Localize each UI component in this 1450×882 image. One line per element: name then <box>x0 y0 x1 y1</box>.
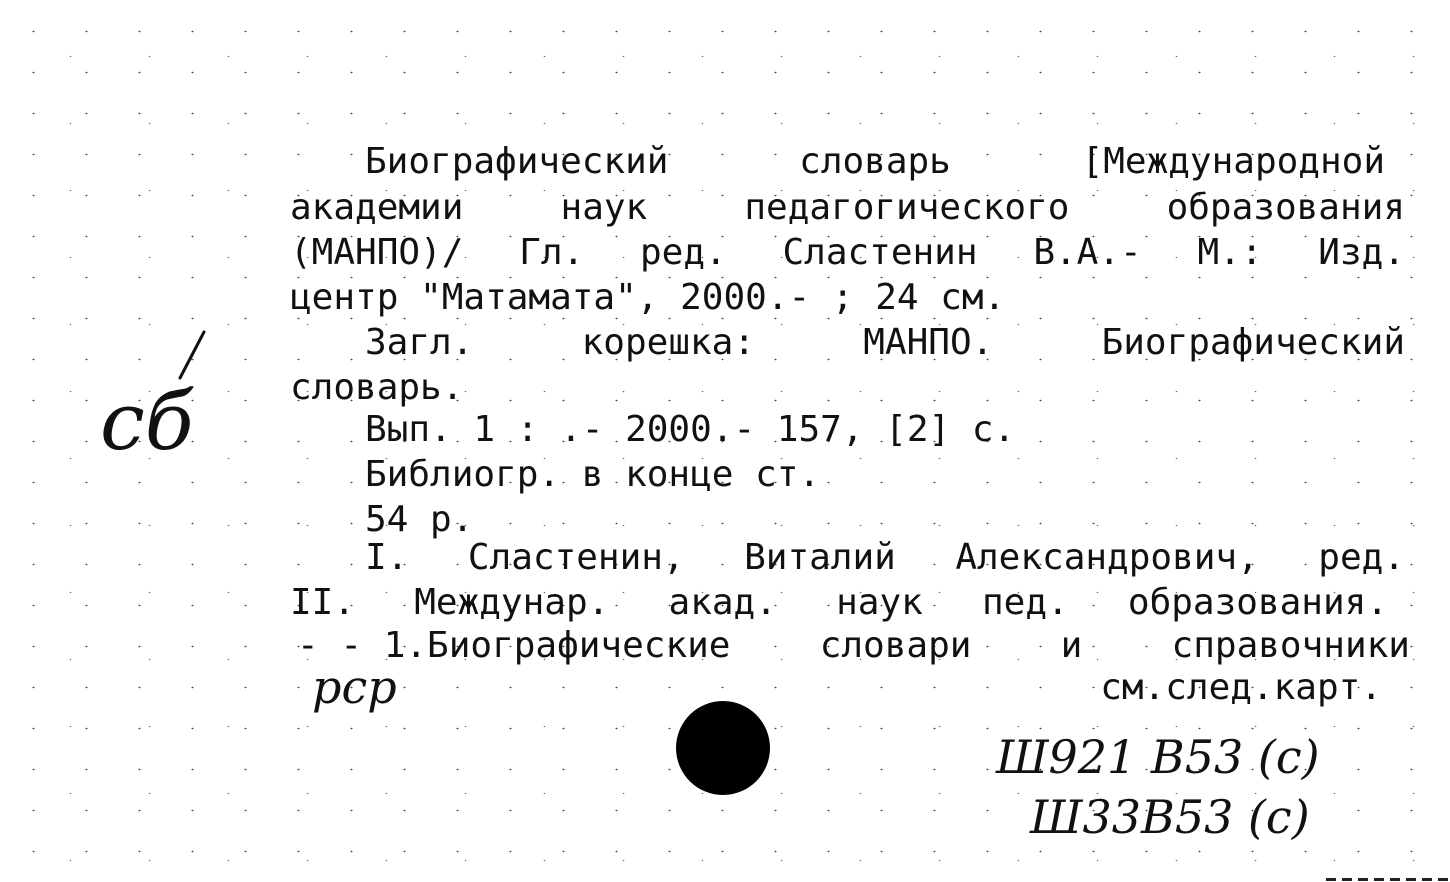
issue-line: Вып. 1 : .- 2000.- 157, [2] с. <box>365 409 1016 450</box>
word: (МАНПО)/ <box>290 232 464 273</box>
word: Биографический <box>1101 322 1405 363</box>
word: Загл. <box>365 322 474 363</box>
title-entry-line-2 <box>290 187 1405 228</box>
spine-title-line-2: словарь. <box>290 367 464 408</box>
word: педагогического <box>744 187 1070 228</box>
card-edge-artifact <box>1326 878 1450 881</box>
spine-title-line-1 <box>365 322 1405 363</box>
title-entry-line-3 <box>290 232 1405 273</box>
word: МАНПО. <box>863 322 994 363</box>
word: М.: <box>1197 232 1263 273</box>
title-entry-line-1 <box>365 141 1385 182</box>
handwritten-stroke <box>160 330 210 400</box>
word: пед. <box>982 582 1069 623</box>
handwritten-margin-mark: сб <box>100 375 194 468</box>
word: акад. <box>668 582 777 623</box>
added-entry-line-3 <box>297 625 1410 666</box>
word: образования <box>1166 187 1405 228</box>
title-entry-line-4: центр "Матамата", 2000.- ; 24 см. <box>290 277 1006 318</box>
word: корешка: <box>581 322 756 363</box>
word: II. <box>290 582 356 623</box>
word: I. <box>365 537 409 578</box>
word: Междунар. <box>414 582 610 623</box>
word: Сластенин, <box>467 537 685 578</box>
word: Изд. <box>1318 232 1405 273</box>
word: словарь <box>799 141 951 182</box>
handwritten-bottom-left: рср <box>312 660 397 714</box>
handwritten-shelf-mark-1: Ш921 В53 (с) <box>996 730 1320 784</box>
word: Гл. <box>519 232 585 273</box>
word: наук <box>560 187 648 228</box>
word: наук <box>836 582 923 623</box>
word: ред. <box>1318 537 1405 578</box>
see-next-card: см.след.карт. <box>1100 667 1382 708</box>
word: академии <box>290 187 464 228</box>
word: Биографический <box>365 141 669 182</box>
word: и <box>1060 625 1083 666</box>
punch-hole <box>676 701 770 795</box>
handwritten-shelf-mark-2: Ш33В53 (с) <box>1030 790 1310 844</box>
word: справочники <box>1171 625 1410 666</box>
word: Александрович, <box>955 537 1259 578</box>
word: ред. <box>639 232 727 273</box>
word: Сластенин <box>782 232 978 273</box>
added-entry-line-1 <box>365 537 1405 578</box>
word: Виталий <box>744 537 896 578</box>
word: - - 1.Биографические <box>297 625 731 666</box>
word: словари <box>819 625 972 666</box>
bibliography-note: Библиогр. в конце ст. <box>365 454 821 495</box>
added-entry-line-2 <box>290 582 1388 623</box>
price: 54 р. <box>365 499 474 540</box>
word: В.А.- <box>1033 232 1142 273</box>
word: образования. <box>1127 582 1388 623</box>
word: [Международной <box>1081 141 1385 182</box>
